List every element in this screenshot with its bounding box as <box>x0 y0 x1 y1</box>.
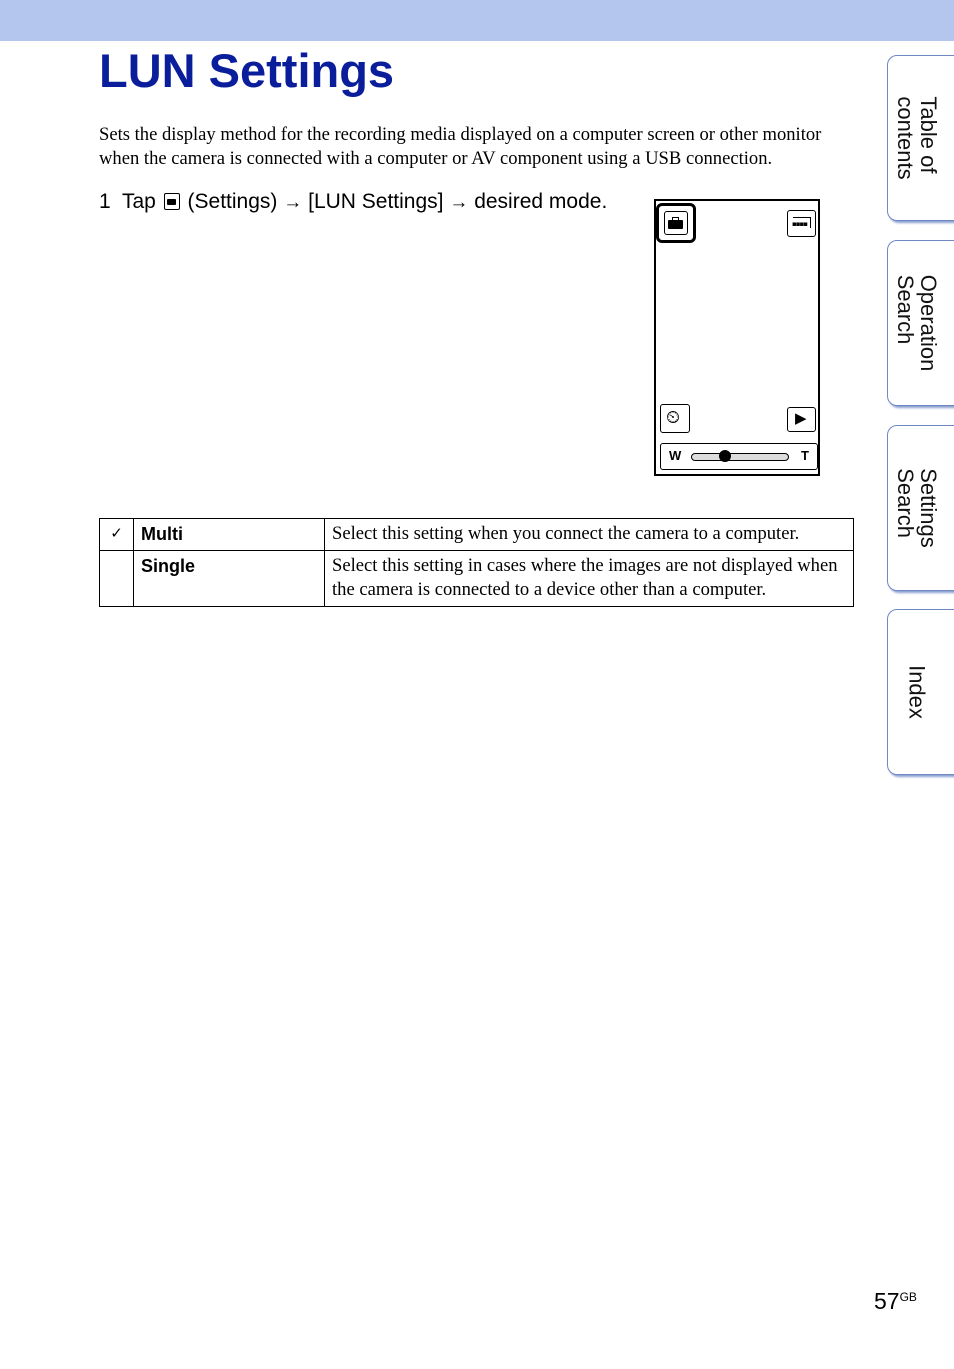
camera-timer-button[interactable] <box>660 404 690 433</box>
default-marker-cell <box>100 551 134 607</box>
page-number-value: 57 <box>874 1288 900 1314</box>
tab-label: Table of contents <box>893 96 941 180</box>
step-rest: desired mode. <box>474 190 608 213</box>
mode-name: Single <box>134 551 325 607</box>
step-text <box>122 187 612 218</box>
header-band <box>0 0 954 41</box>
camera-playback-button[interactable] <box>787 407 816 432</box>
zoom-lever[interactable] <box>660 443 818 470</box>
intro-paragraph: Sets the display method for the recording media displayed on a computer screen or other monitor when the camera is connected with a computer or AV component using a USB connection. <box>99 124 822 169</box>
page-title: LUN Settings <box>99 44 395 97</box>
zoom-wide-label: W <box>669 448 682 463</box>
camera-settings-button[interactable] <box>656 203 696 243</box>
step-settings: (Settings) <box>187 190 278 213</box>
tab-label: Operation Search <box>893 274 941 372</box>
page-number <box>874 1288 917 1315</box>
zoom-knob[interactable] <box>719 450 731 462</box>
timer-icon: ⏲ <box>666 407 681 428</box>
mode-description: Select this setting when you connect the camera to a computer. <box>325 519 854 551</box>
tab-label: Index <box>904 665 930 719</box>
camera-screen-illustration <box>654 199 820 476</box>
arrow-icon: → <box>449 192 469 213</box>
mode-name: Multi <box>134 519 325 551</box>
zoom-track <box>691 453 789 461</box>
toolbox-icon <box>664 211 688 235</box>
table-row <box>100 519 854 551</box>
arrow-icon: → <box>283 192 303 213</box>
mode-table <box>99 518 854 607</box>
tab-operation-search[interactable] <box>887 240 954 406</box>
page-suffix: GB <box>899 1290 917 1304</box>
step-number: 1 <box>99 190 111 213</box>
tab-label: Settings Search <box>893 468 941 548</box>
settings-icon <box>164 193 180 210</box>
step-tap: Tap <box>122 190 156 213</box>
step-menu: [LUN Settings] <box>308 190 444 213</box>
camera-display-button[interactable] <box>787 210 816 237</box>
mode-description: Select this setting in cases where the images are not displayed when the camera is connected to a device other than a computer. <box>325 551 854 607</box>
default-marker-cell <box>100 519 134 551</box>
play-icon: ▶ <box>795 409 807 427</box>
check-icon: ✓ <box>110 524 123 542</box>
tab-settings-search[interactable] <box>887 425 954 591</box>
table-row <box>100 551 854 607</box>
zoom-tele-label: T <box>801 448 809 463</box>
tab-table-of-contents[interactable] <box>887 55 954 221</box>
tab-index[interactable] <box>887 609 954 775</box>
